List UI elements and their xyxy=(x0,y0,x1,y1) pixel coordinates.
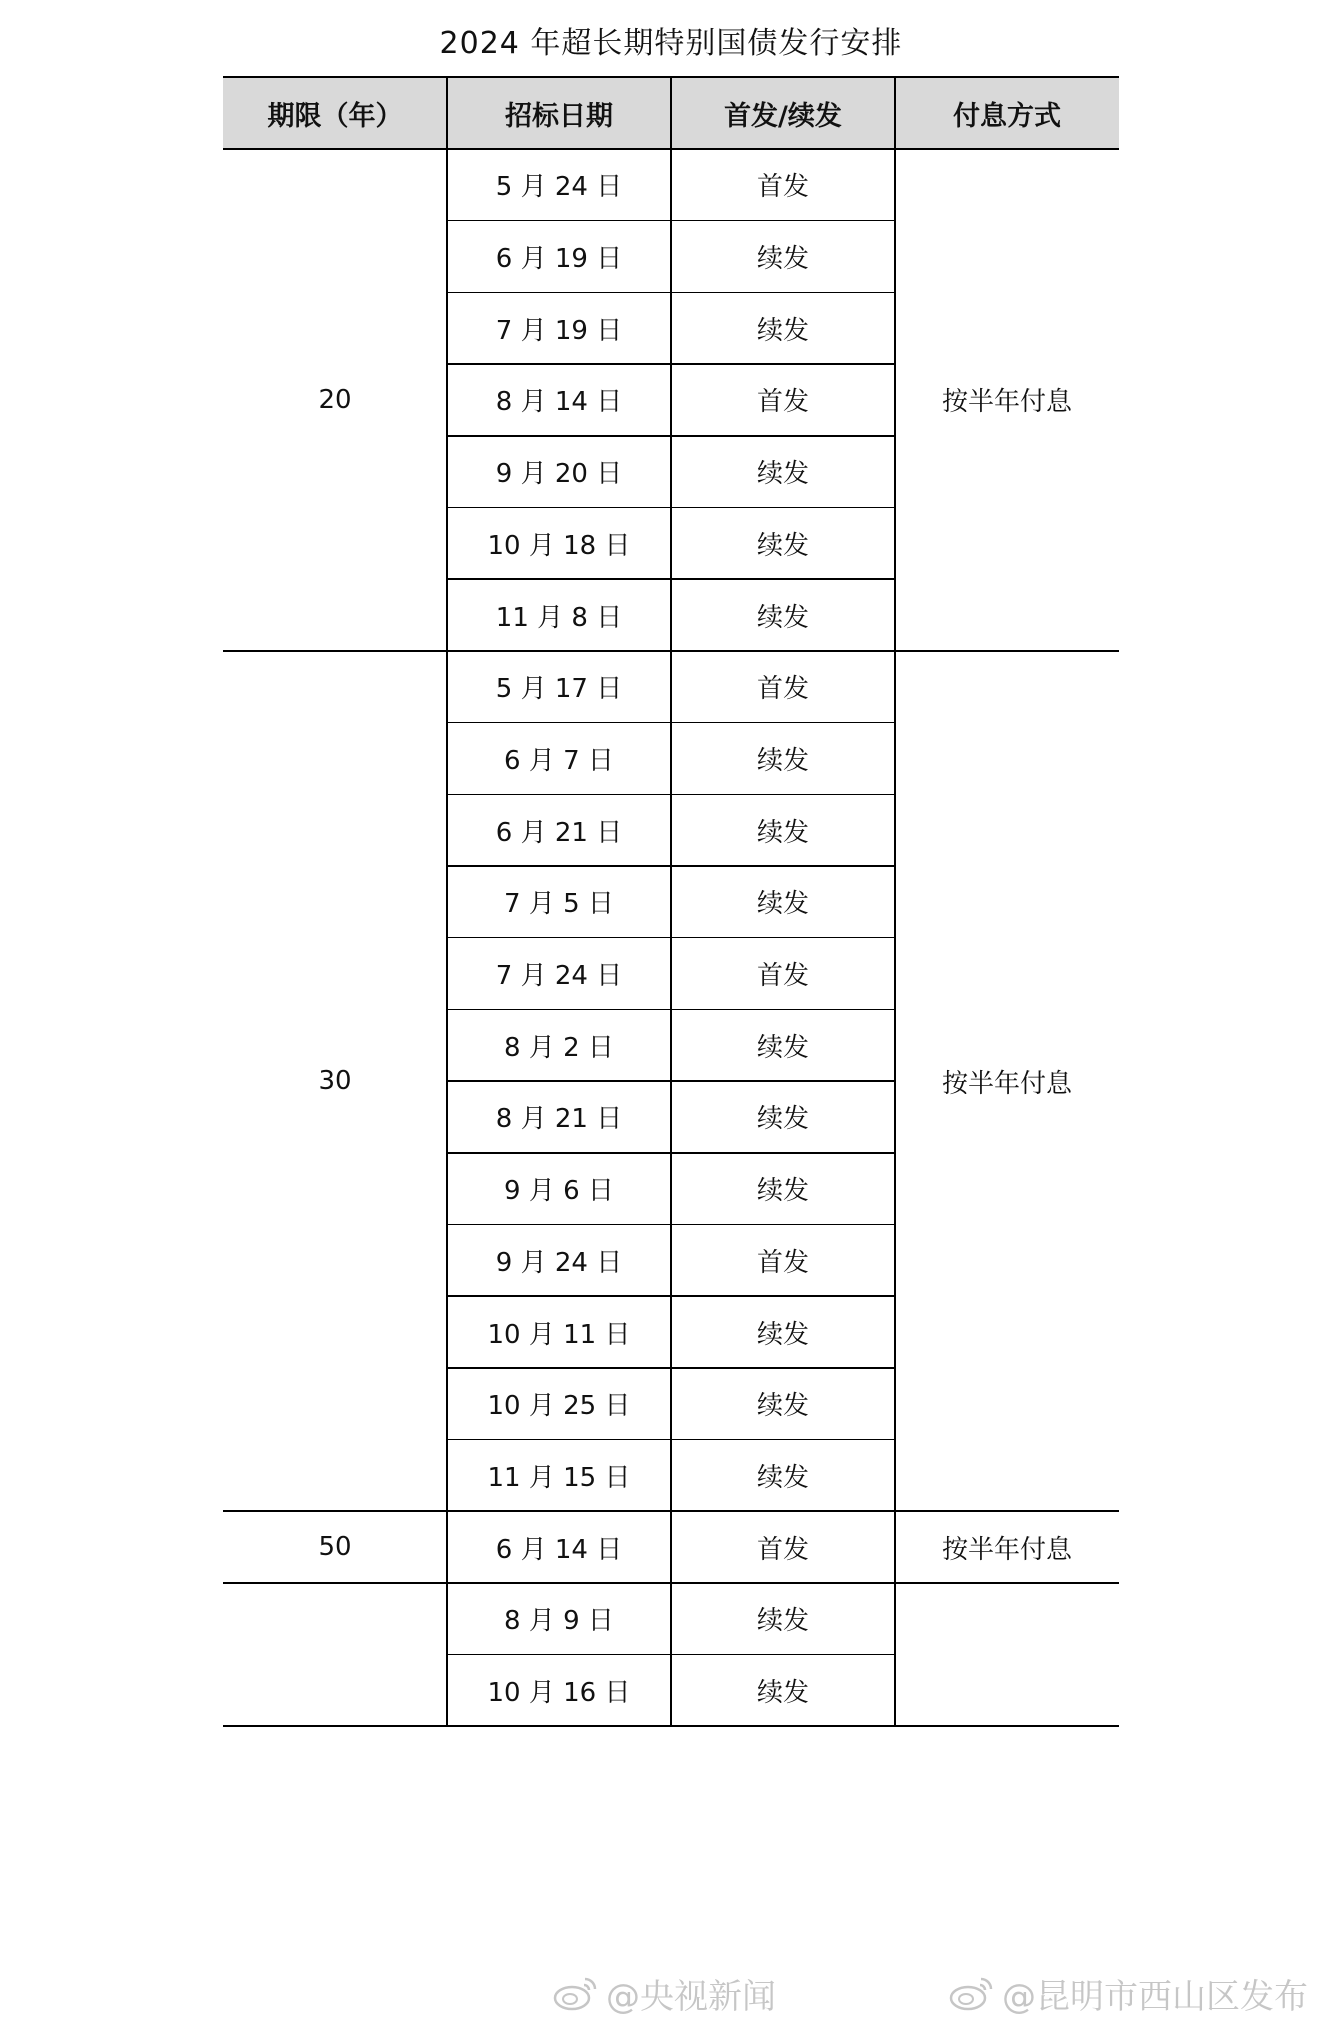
header-cell: 期限（年） xyxy=(267,100,403,132)
date-cell: 7 月 19 日 xyxy=(495,315,623,346)
payment-cell xyxy=(895,1583,1119,1726)
date-cell: 6 月 19 日 xyxy=(495,244,623,275)
date-cell: 10 月 16 日 xyxy=(487,1678,631,1709)
date-cell: 6 月 21 日 xyxy=(495,817,623,848)
date-cell: 8 月 14 日 xyxy=(495,387,623,418)
issue-type-cell: 续发 xyxy=(756,745,809,776)
term-cell: 30 xyxy=(318,1066,352,1097)
issue-type-cell: 首发 xyxy=(756,961,809,992)
issue-type-cell: 续发 xyxy=(756,1678,809,1709)
term-cell: 20 xyxy=(318,384,352,415)
date-cell: 5 月 24 日 xyxy=(495,172,623,203)
date-cell: 10 月 18 日 xyxy=(487,530,631,561)
issue-type-cell: 续发 xyxy=(756,1319,809,1350)
issue-type-cell: 续发 xyxy=(756,1032,809,1063)
payment-cell: 按半年付息 xyxy=(941,1068,1072,1099)
date-cell: 9 月 6 日 xyxy=(504,1176,614,1207)
date-cell: 8 月 21 日 xyxy=(495,1104,623,1135)
issue-type-cell: 续发 xyxy=(756,1176,809,1207)
date-cell: 6 月 7 日 xyxy=(504,745,614,776)
date-cell: 6 月 14 日 xyxy=(495,1534,623,1565)
issue-type-cell: 续发 xyxy=(756,459,809,490)
table-vline xyxy=(894,149,896,1726)
watermark-text: @央视新闻 xyxy=(606,1976,776,2017)
table-vline xyxy=(446,149,448,1726)
watermark-xishan xyxy=(948,1968,1308,2018)
date-cell: 9 月 20 日 xyxy=(495,459,623,490)
table-vline xyxy=(670,77,672,149)
table-vline xyxy=(894,77,896,149)
issue-type-cell: 续发 xyxy=(756,1462,809,1493)
payment-cell: 按半年付息 xyxy=(941,387,1072,418)
watermark-cctv xyxy=(552,1968,776,2018)
issue-type-cell: 续发 xyxy=(756,315,809,346)
header-cell: 招标日期 xyxy=(505,100,613,132)
table-vline xyxy=(670,149,672,1726)
date-cell: 10 月 25 日 xyxy=(487,1391,631,1422)
term-cell xyxy=(223,1583,447,1726)
table-vline xyxy=(446,77,448,149)
issue-type-cell: 续发 xyxy=(756,817,809,848)
date-cell: 11 月 15 日 xyxy=(487,1462,631,1493)
term-cell: 50 xyxy=(318,1532,352,1563)
issue-type-cell: 续发 xyxy=(756,244,809,275)
watermark-text: @昆明市西山区发布 xyxy=(1002,1976,1308,2017)
issue-type-cell: 首发 xyxy=(756,387,809,418)
issue-type-cell: 续发 xyxy=(756,1606,809,1637)
issue-type-cell: 首发 xyxy=(756,1534,809,1565)
issue-type-cell: 首发 xyxy=(756,1247,809,1278)
header-cell: 首发/续发 xyxy=(724,100,842,132)
payment-cell: 按半年付息 xyxy=(941,1534,1072,1565)
date-cell: 9 月 24 日 xyxy=(495,1247,623,1278)
date-cell: 11 月 8 日 xyxy=(495,602,623,633)
issue-type-cell: 首发 xyxy=(756,172,809,203)
issue-type-cell: 续发 xyxy=(756,602,809,633)
date-cell: 7 月 5 日 xyxy=(504,889,614,920)
issue-type-cell: 续发 xyxy=(756,1104,809,1135)
issue-type-cell: 续发 xyxy=(756,1391,809,1422)
date-cell: 8 月 9 日 xyxy=(504,1606,614,1637)
watermark-bar xyxy=(0,1968,1342,2018)
header-cell: 付息方式 xyxy=(953,100,1061,132)
date-cell: 8 月 2 日 xyxy=(504,1032,614,1063)
weibo-icon xyxy=(948,1974,996,2012)
date-cell: 5 月 17 日 xyxy=(495,674,623,705)
page-title: 2024 年超长期特别国债发行安排 xyxy=(439,26,903,61)
date-cell: 10 月 11 日 xyxy=(487,1319,631,1350)
issue-type-cell: 续发 xyxy=(756,530,809,561)
issue-type-cell: 首发 xyxy=(756,674,809,705)
date-cell: 7 月 24 日 xyxy=(495,961,623,992)
issue-type-cell: 续发 xyxy=(756,889,809,920)
weibo-icon xyxy=(552,1974,600,2012)
